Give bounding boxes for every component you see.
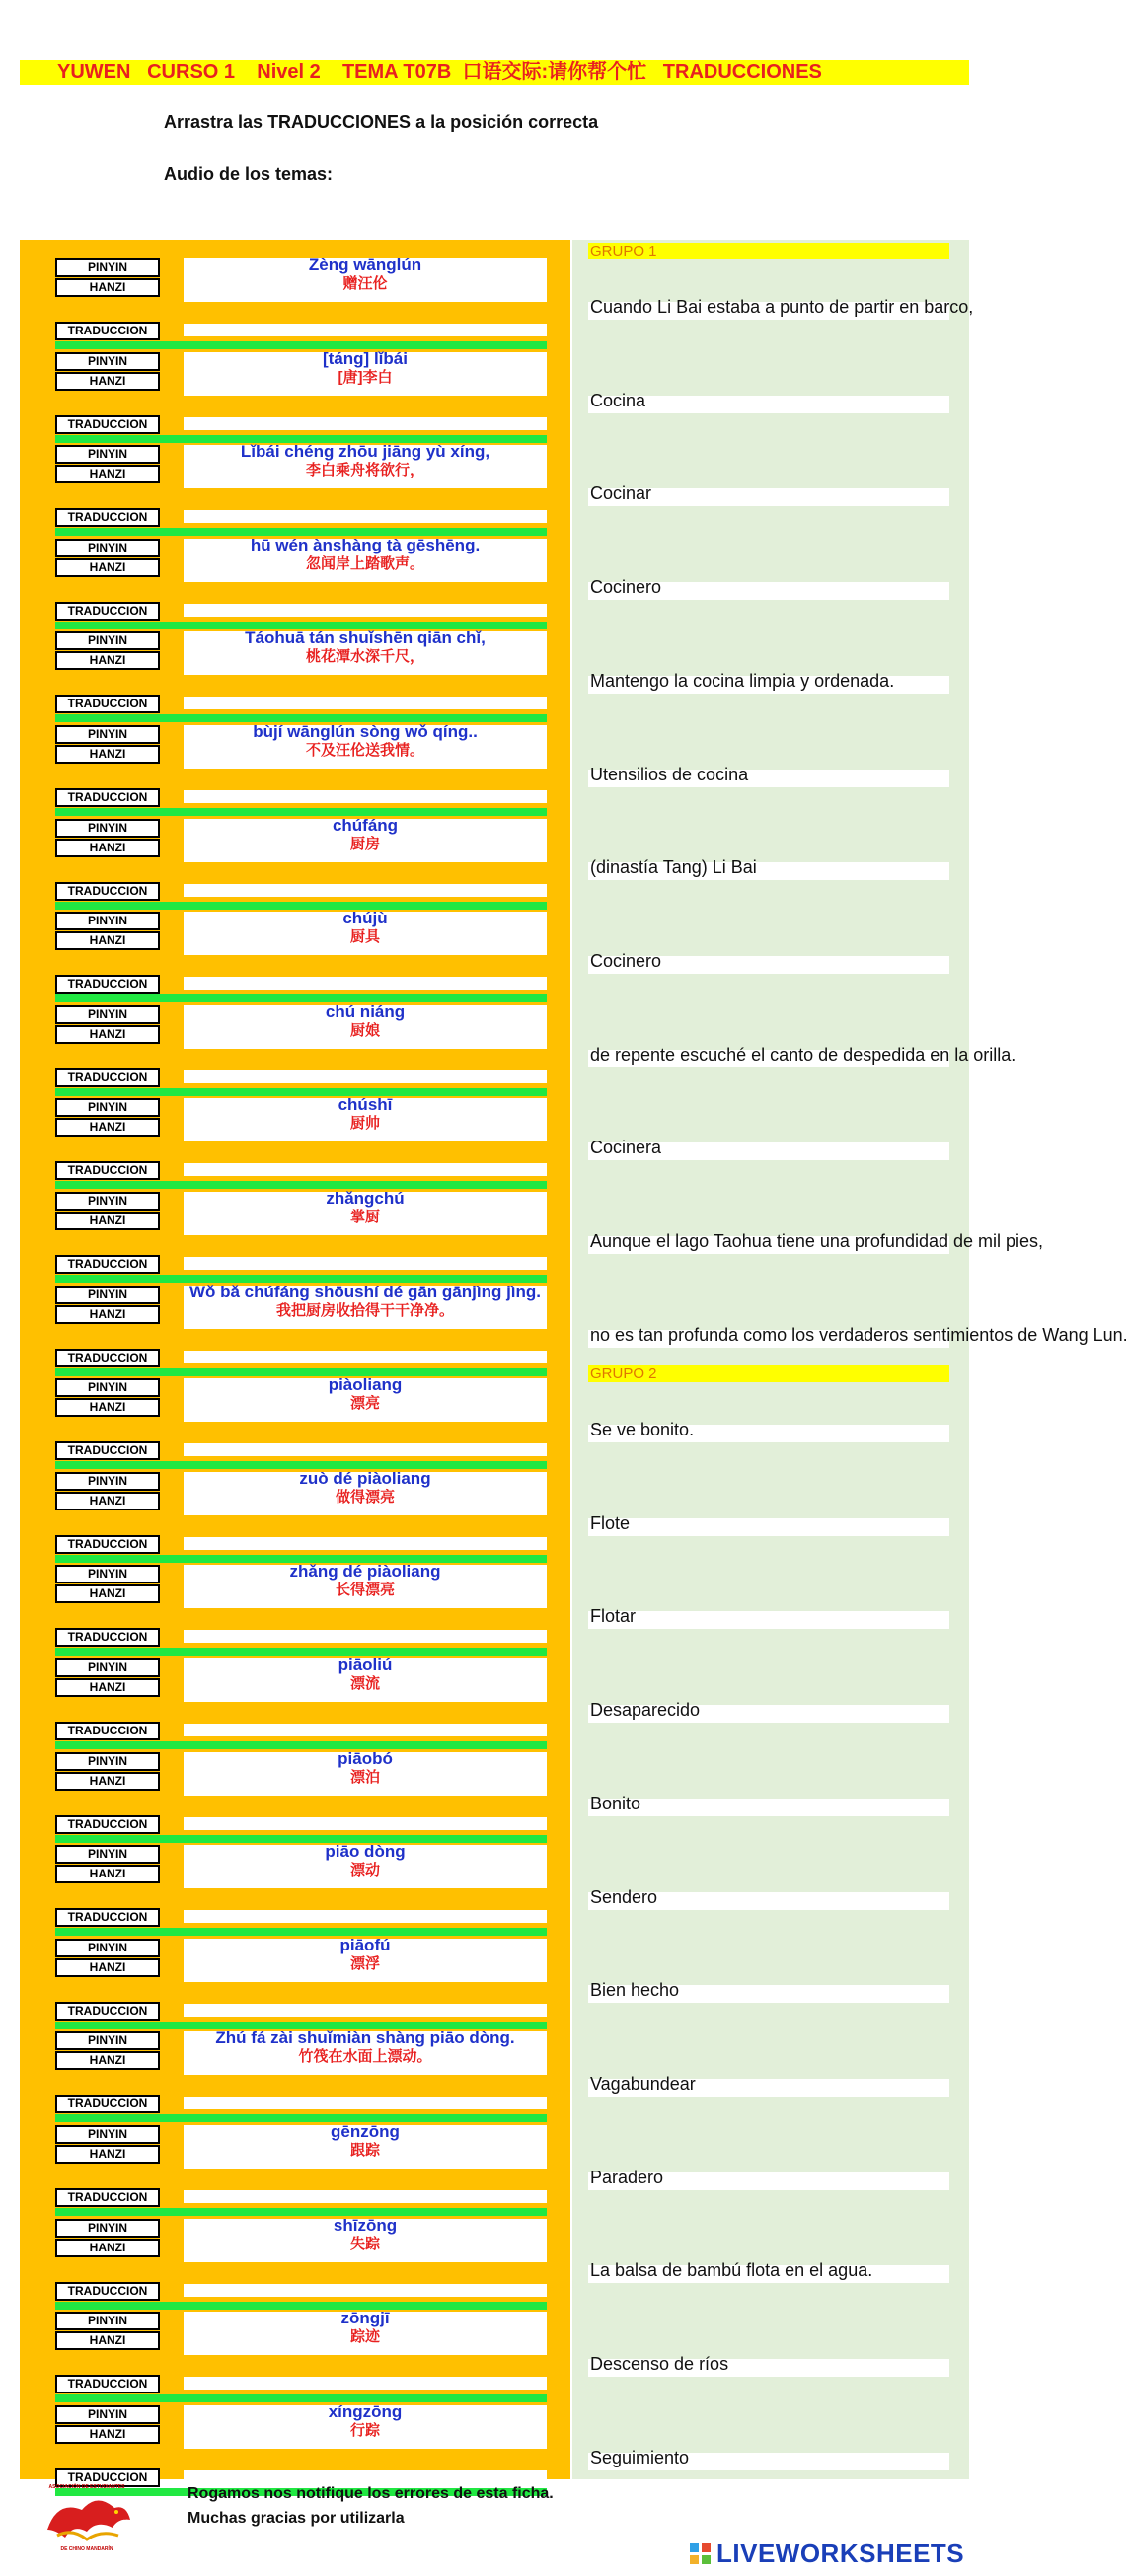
pinyin-label: PINYIN (55, 2031, 160, 2050)
hanzi-text: 长得漂亮 (335, 1582, 395, 1599)
pinyin-text: zōngjī (340, 2309, 390, 2328)
word-entry (184, 348, 547, 396)
word-entry (184, 2401, 547, 2449)
pinyin-text: chúshī (338, 1095, 393, 1115)
pinyin-text: Zhú fá zài shuǐmiàn shàng piāo dòng. (215, 2028, 515, 2048)
translation-drop-zone[interactable] (184, 1257, 547, 1270)
hanzi-text: 忽闻岸上踏歌声。 (305, 554, 424, 572)
pinyin-text: piàoliang (328, 1375, 403, 1395)
draggable-translation[interactable]: Vagabundear (590, 2073, 696, 2094)
draggable-translation[interactable]: Descenso de ríos (590, 2354, 729, 2374)
hanzi-text: 我把厨房收拾得干干净净。 (275, 1301, 454, 1319)
word-entry (184, 1562, 547, 1608)
traduccion-label: TRADUCCION (55, 1349, 160, 1367)
translation-drop-zone[interactable] (184, 510, 547, 523)
hanzi-text: 厨房 (349, 835, 380, 852)
translation-drop-zone[interactable] (184, 2377, 547, 2390)
draggable-translation[interactable]: Seguimiento (590, 2447, 690, 2467)
liveworksheets-brand: LIVEWORKSHEETS (716, 2539, 965, 2568)
word-entry (184, 2309, 547, 2355)
word-entry (184, 1658, 547, 1702)
traduccion-label: TRADUCCION (55, 1068, 160, 1087)
logo-text: DE CHINO MANDARÍN (60, 2546, 113, 2552)
draggable-translation[interactable]: Cocinero (590, 577, 662, 598)
hanzi-text: 竹筏在水面上漂动。 (298, 2048, 432, 2066)
hanzi-text: 掌厨 (349, 1209, 380, 1225)
pinyin-label: PINYIN (55, 1845, 160, 1864)
hanzi-text: 漂浮 (349, 1954, 380, 1972)
traduccion-label: TRADUCCION (55, 2095, 160, 2113)
hanzi-label: HANZI (55, 1305, 160, 1324)
translation-drop-zone[interactable] (184, 884, 547, 897)
hanzi-text: 不及汪伦送我情。 (305, 742, 424, 759)
draggable-translation[interactable]: (dinastía Tang) Li Bai (590, 857, 757, 878)
audio-label: Audio de los temas: (164, 164, 334, 184)
hanzi-label: HANZI (55, 2051, 160, 2070)
word-entry (184, 1748, 547, 1796)
draggable-translation[interactable]: Flote (590, 1512, 631, 1533)
hanzi-label: HANZI (55, 1584, 160, 1603)
translation-drop-zone[interactable] (184, 1817, 547, 1830)
traduccion-label: TRADUCCION (55, 1722, 160, 1740)
draggable-translation[interactable]: Cocinera (590, 1138, 662, 1158)
draggable-translation[interactable]: no es tan profunda como los verdaderos sentimientos de Wang Lun. (590, 1324, 1128, 1345)
traduccion-label: TRADUCCION (55, 2468, 160, 2487)
pinyin-label: PINYIN (55, 2312, 160, 2330)
traduccion-label: TRADUCCION (55, 2002, 160, 2021)
hanzi-text: 厨具 (349, 928, 380, 946)
word-entry (184, 815, 547, 862)
pinyin-label: PINYIN (55, 631, 160, 650)
svg-text:ASOCIACIÓN DE ESTUDIANTES: ASOCIACIÓN DE ESTUDIANTES (48, 2484, 125, 2490)
hanzi-text: 漂流 (349, 1675, 380, 1692)
pinyin-label: PINYIN (55, 1192, 160, 1211)
traduccion-label: TRADUCCION (55, 1255, 160, 1274)
translation-drop-zone[interactable] (184, 1630, 547, 1643)
draggable-translation[interactable]: Cocinero (590, 950, 662, 971)
draggable-translation[interactable]: Flotar (590, 1606, 637, 1627)
translation-drop-zone[interactable] (184, 977, 547, 990)
traduccion-label: TRADUCCION (55, 2188, 160, 2207)
word-entry (184, 1095, 547, 1141)
traduccion-label: TRADUCCION (55, 2375, 160, 2393)
word-entry (184, 2028, 547, 2075)
draggable-translation[interactable]: Cuando Li Bai estaba a punto de partir en barco, (590, 297, 974, 317)
group-header: GRUPO 2 (588, 1365, 949, 1382)
pinyin-label: PINYIN (55, 1098, 160, 1117)
translation-drop-zone[interactable] (184, 604, 547, 617)
hanzi-text: 跟踪 (349, 2142, 380, 2159)
pinyin-text: zuò dé piàoliang (299, 1468, 431, 1488)
word-entry (184, 2122, 547, 2169)
dragon-logo (28, 2480, 146, 2553)
hanzi-label: HANZI (55, 1678, 160, 1697)
hanzi-text: 失踪 (349, 2235, 380, 2252)
pinyin-label: PINYIN (55, 2405, 160, 2424)
draggable-translation[interactable]: Aunque el lago Taohua tiene una profundidad de mil pies, (590, 1231, 1044, 1251)
word-entry (184, 535, 547, 582)
translation-drop-zone[interactable] (184, 1070, 547, 1083)
pinyin-label: PINYIN (55, 1658, 160, 1677)
pinyin-text: zhǎngchú (326, 1189, 405, 1208)
pinyin-text: Táohuā tán shuǐshēn qiān chǐ, (245, 628, 486, 648)
word-entry (184, 1001, 547, 1049)
hanzi-label: HANZI (55, 1212, 160, 1230)
traduccion-label: TRADUCCION (55, 695, 160, 713)
hanzi-label: HANZI (55, 2145, 160, 2164)
pinyin-text: chújù (342, 909, 388, 928)
translation-drop-zone[interactable] (184, 2284, 547, 2297)
traduccion-label: TRADUCCION (55, 1815, 160, 1834)
translation-drop-zone[interactable] (184, 1910, 547, 1923)
draggable-translation[interactable]: Bien hecho (590, 1980, 680, 2001)
translation-drop-zone[interactable] (184, 697, 547, 709)
word-entry (184, 1842, 547, 1888)
translation-drop-zone[interactable] (184, 1163, 547, 1176)
word-entry (184, 1375, 547, 1422)
traduccion-label: TRADUCCION (55, 1441, 160, 1460)
worksheet-title: YUWEN CURSO 1 Nivel 2 TEMA T07B 口语交际:请你帮个忙 TRADUCCIONES (20, 60, 969, 85)
hanzi-label: HANZI (55, 465, 160, 483)
word-entry (184, 258, 547, 302)
hanzi-label: HANZI (55, 2425, 160, 2444)
pinyin-label: PINYIN (55, 1565, 160, 1583)
pinyin-label: PINYIN (55, 2125, 160, 2144)
draggable-translation[interactable]: Cocinar (590, 483, 652, 504)
hanzi-label: HANZI (55, 558, 160, 577)
translation-drop-zone[interactable] (184, 417, 547, 430)
hanzi-label: HANZI (55, 2331, 160, 2350)
hanzi-label: HANZI (55, 1398, 160, 1417)
hanzi-text: 漂动 (349, 1862, 380, 1879)
hanzi-text: 厨帅 (349, 1115, 380, 1133)
hanzi-text: 踪迹 (349, 2328, 380, 2346)
group-header: GRUPO 1 (588, 243, 949, 259)
draggable-translation[interactable]: Mantengo la cocina limpia y ordenada. (590, 670, 895, 691)
pinyin-text: xíngzōng (328, 2401, 403, 2421)
pinyin-label: PINYIN (55, 258, 160, 277)
hanzi-label: HANZI (55, 1865, 160, 1883)
hanzi-label: HANZI (55, 745, 160, 764)
hanzi-text: [唐]李白 (338, 368, 393, 386)
pinyin-label: PINYIN (55, 912, 160, 930)
translation-drop-zone[interactable] (184, 1443, 547, 1456)
draggable-translation[interactable]: Desaparecido (590, 1700, 701, 1721)
traduccion-label: TRADUCCION (55, 1535, 160, 1554)
word-entry (184, 628, 547, 675)
traduccion-label: TRADUCCION (55, 322, 160, 340)
traduccion-label: TRADUCCION (55, 2282, 160, 2301)
draggable-translation[interactable]: Se ve bonito. (590, 1420, 695, 1439)
translation-drop-zone[interactable] (184, 790, 547, 803)
footer-note (188, 2481, 554, 2531)
pinyin-text: gēnzōng (331, 2122, 400, 2141)
hanzi-text: 漂亮 (349, 1395, 380, 1413)
pinyin-text: chú niáng (325, 1001, 406, 1021)
translation-drop-zone[interactable] (184, 2097, 547, 2109)
pinyin-label: PINYIN (55, 1752, 160, 1771)
word-entry (184, 1468, 547, 1515)
pinyin-text: [táng] lǐbái (323, 348, 408, 368)
hanzi-text: 厨娘 (349, 1021, 380, 1039)
liveworksheets-logo-icon (689, 2542, 713, 2566)
pinyin-label: PINYIN (55, 1286, 160, 1304)
draggable-translation[interactable]: de repente escuché el canto de despedida en la orilla. (590, 1044, 1016, 1065)
hanzi-label: HANZI (55, 839, 160, 857)
word-entry (184, 1189, 547, 1235)
pinyin-text: piāoliú (338, 1656, 393, 1674)
hanzi-label: HANZI (55, 372, 160, 391)
hanzi-label: HANZI (55, 651, 160, 670)
word-entry (184, 2215, 547, 2262)
traduccion-label: TRADUCCION (55, 1628, 160, 1647)
footer-line-2: Muchas gracias por utilizarla (188, 2510, 405, 2527)
pinyin-label: PINYIN (55, 1378, 160, 1397)
pinyin-label: PINYIN (55, 1472, 160, 1491)
pinyin-label: PINYIN (55, 352, 160, 371)
traduccion-label: TRADUCCION (55, 1908, 160, 1927)
pinyin-label: PINYIN (55, 1005, 160, 1024)
pinyin-text: piāo dòng (325, 1842, 406, 1862)
pinyin-text: shīzōng (333, 2215, 398, 2235)
pinyin-text: chúfáng (332, 815, 399, 835)
word-entry (184, 442, 547, 488)
hanzi-label: HANZI (55, 1025, 160, 1044)
pinyin-text: piāobó (338, 1748, 393, 1768)
traduccion-label: TRADUCCION (55, 602, 160, 621)
draggable-translation[interactable]: Utensilios de cocina (590, 764, 749, 784)
draggable-translation[interactable]: Paradero (590, 2167, 664, 2187)
pinyin-text: hū wén ànshàng tà gēshēng. (250, 535, 481, 554)
pinyin-label: PINYIN (55, 445, 160, 464)
translation-drop-zone[interactable] (184, 1351, 547, 1363)
traduccion-label: TRADUCCION (55, 882, 160, 901)
hanzi-text: 李白乘舟将欲行， (305, 462, 424, 479)
draggable-translation[interactable]: Bonito (590, 1793, 641, 1813)
pinyin-text: Zèng wānglún (308, 256, 422, 274)
translation-drop-zone[interactable] (184, 1724, 547, 1736)
traduccion-label: TRADUCCION (55, 975, 160, 994)
instruction-text: Arrastra las TRADUCCIONES a la posición correcta (164, 112, 599, 132)
hanzi-label: HANZI (55, 1118, 160, 1137)
hanzi-text: 桃花潭水深千尺， (305, 648, 424, 666)
pinyin-label: PINYIN (55, 539, 160, 557)
draggable-translation[interactable]: La balsa de bambú flota en el agua. (590, 2260, 873, 2281)
word-entry (184, 722, 547, 769)
pinyin-label: PINYIN (55, 1939, 160, 1957)
translation-drop-zone[interactable] (184, 2190, 547, 2203)
word-entry (184, 1935, 547, 1982)
pinyin-text: bùjí wānglún sòng wǒ qíng.. (253, 722, 478, 741)
footer-line-1: Rogamos nos notifique los errores de esta ficha. (188, 2485, 554, 2502)
traduccion-label: TRADUCCION (55, 788, 160, 807)
pinyin-text: piāofú (339, 1935, 391, 1954)
pinyin-text: zhǎng dé piàoliang (289, 1562, 441, 1582)
traduccion-label: TRADUCCION (55, 1161, 160, 1180)
hanzi-label: HANZI (55, 1958, 160, 1977)
traduccion-label: TRADUCCION (55, 415, 160, 434)
pinyin-text: Wǒ bǎ chúfáng shōushí dé gān gānjìng jìng. (188, 1282, 542, 1301)
translation-drop-zone[interactable] (184, 1537, 547, 1550)
draggable-translation[interactable]: Sendero (590, 1886, 658, 1907)
pinyin-label: PINYIN (55, 2219, 160, 2238)
hanzi-text: 做得漂亮 (335, 1488, 395, 1506)
traduccion-label: TRADUCCION (55, 508, 160, 527)
hanzi-label: HANZI (55, 931, 160, 950)
word-entry (184, 909, 547, 955)
pinyin-label: PINYIN (55, 725, 160, 744)
hanzi-label: HANZI (55, 1492, 160, 1510)
translation-drop-zone[interactable] (184, 2004, 547, 2017)
hanzi-text: 漂泊 (349, 1768, 380, 1786)
draggable-translation[interactable]: Cocina (590, 390, 646, 410)
translation-drop-zone[interactable] (184, 324, 547, 336)
hanzi-text: 行踪 (349, 2421, 380, 2439)
pinyin-label: PINYIN (55, 819, 160, 838)
hanzi-label: HANZI (55, 2239, 160, 2257)
hanzi-label: HANZI (55, 1772, 160, 1791)
hanzi-label: HANZI (55, 278, 160, 297)
word-entry (184, 1282, 547, 1329)
hanzi-text: 赠汪伦 (342, 275, 388, 292)
pinyin-text: Lǐbái chéng zhōu jiāng yù xíng, (240, 442, 490, 462)
